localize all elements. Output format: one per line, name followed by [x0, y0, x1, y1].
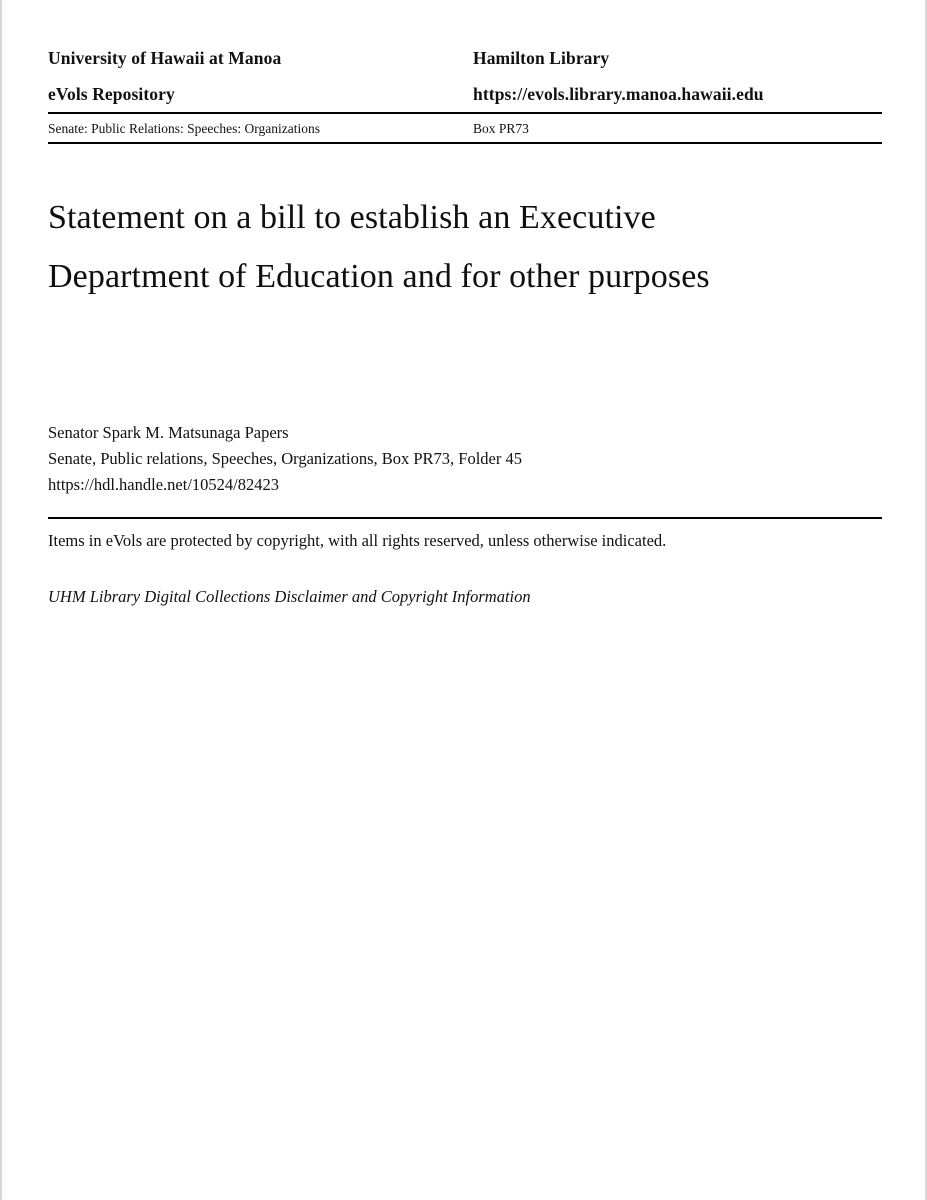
repository-name: eVols Repository [48, 84, 175, 104]
rights-statement: Items in eVols are protected by copyright, with all rights reserved, unless otherwise indicated. [48, 531, 667, 550]
header-row-collection [48, 114, 882, 142]
citation-series: Senate, Public relations, Speeches, Organizations, Box PR73, Folder 45 [48, 449, 523, 468]
repository-url[interactable]: https://evols.library.manoa.hawaii.edu [473, 84, 764, 104]
document-header [48, 48, 882, 144]
header-row-secondary [48, 84, 882, 104]
header-divider-bottom [48, 142, 882, 144]
collection-path: Senate: Public Relations: Speeches: Organizations [48, 121, 320, 136]
header-row-primary [48, 48, 882, 68]
rights-divider [48, 517, 882, 519]
citation-block [48, 420, 882, 498]
citation-collection: Senator Spark M. Matsunaga Papers [48, 423, 289, 442]
page-title: Statement on a bill to establish an Executive Department of Education and for other purposes [48, 199, 710, 295]
box-label: Box PR73 [473, 121, 529, 136]
institution-name: University of Hawaii at Manoa [48, 48, 282, 68]
citation-handle[interactable]: https://hdl.handle.net/10524/82423 [48, 475, 279, 494]
disclaimer-link[interactable]: UHM Library Digital Collections Disclaimer and Copyright Information [48, 587, 531, 606]
library-name: Hamilton Library [473, 48, 610, 68]
